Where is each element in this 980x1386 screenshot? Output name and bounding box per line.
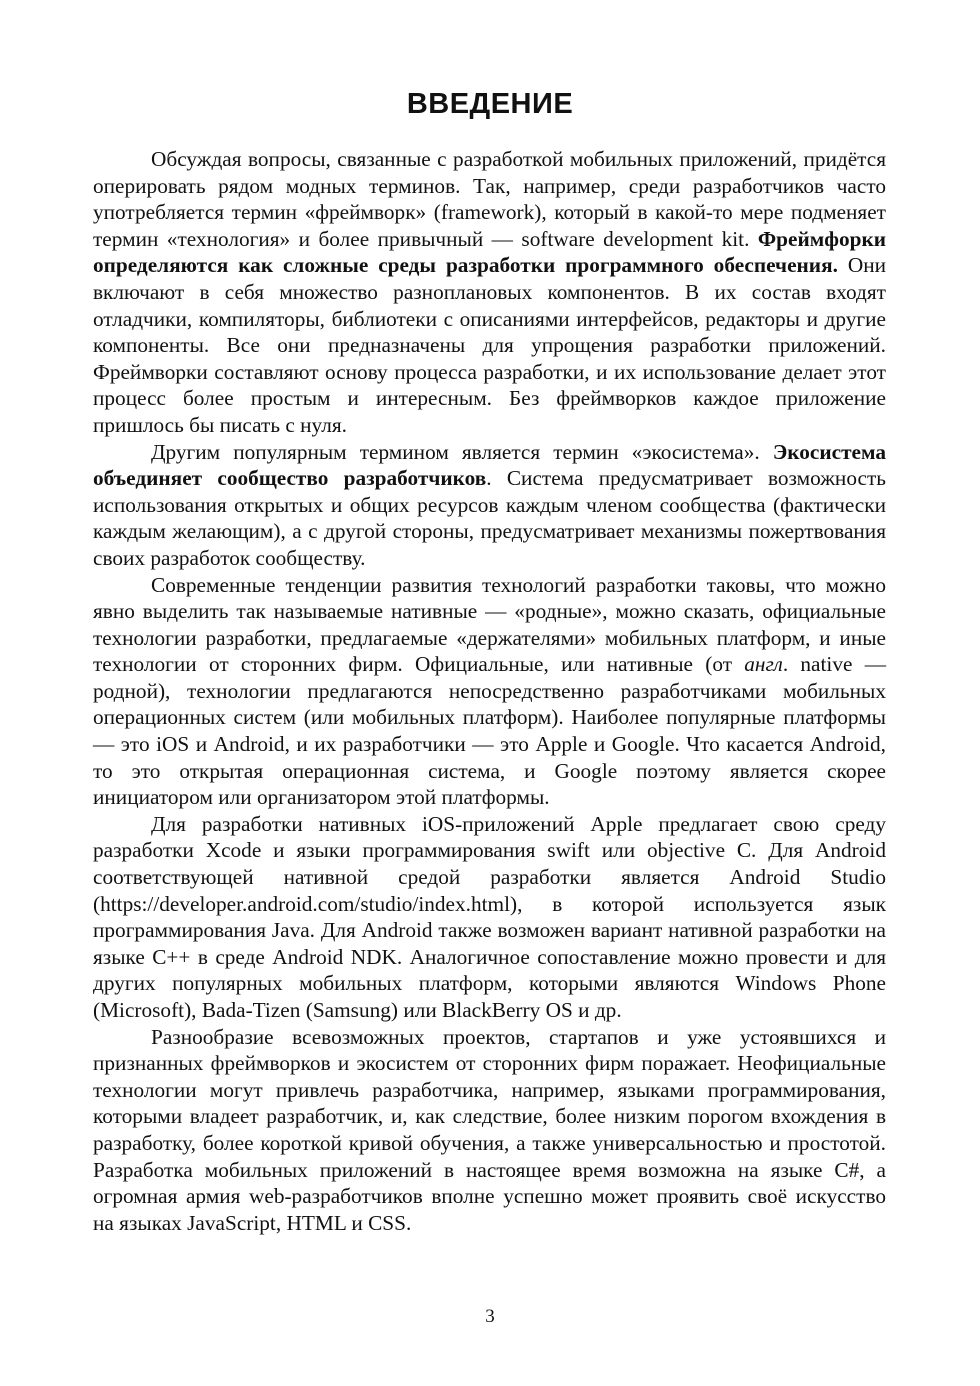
paragraph-text: Для разработки нативных iOS-приложений Apple предлагает свою среду разработки Xcode и языки программирования swift или objective C. Для Android соответствующей нативной средой разработки является Android Studio (https://developer.android.com/studio/index.html), в которой используется язык программирования Java. Для Android также возможен вариант нативной разработки на языке C++ в среде Android NDK. Аналогичное сопоставление можно провести и для других популярных мобильных платформ, которыми являются Windows Phone (Microsoft), Bada-Tizen (Samsung) или BlackBerry OS и др.: [93, 811, 886, 1022]
paragraph-ecosystem: [93, 439, 886, 572]
page-title: ВВЕДЕНИЕ: [406, 88, 574, 120]
paragraph-third-party: [93, 1024, 886, 1237]
paragraph-frameworks: [93, 146, 886, 439]
paragraph-text: Разнообразие всевозможных проектов, стартапов и уже устоявшихся и признанных фреймворков и экосистем от сторонних фирм поражает. Неофициальные технологии могут привлечь разработчика, например, языками программирования, которыми владеет разработчик, и, как следствие, более низким порогом вхождения в разработку, более короткой кривой обучения, а также универсальностью и простотой. Разработка мобильных приложений в настоящее время возможна на языке C#, а огромная армия web-разработчиков вполне успешно может проявить своё искусство на языках JavaScript, HTML и CSS.: [93, 1024, 886, 1235]
paragraph-text: . Система предусматривает возможность использования открытых и общих ресурсов каждым членом сообщества (фактически каждым желающим), а с другой стороны, предусматривает механизмы пожертвования своих разработок сообществу.: [93, 466, 886, 570]
bold-definition: Фреймфорки определяются как сложные среды разработки программного обеспечения.: [93, 226, 886, 278]
paragraph-text: Они включают в себя множество разноплановых компонентов. В их состав входят отладчики, компиляторы, библиотеки с описаниями интерфейсов, редакторы и другие компоненты. Все они предназначены для упрощения разработки приложений. Фреймворки составляют основу процесса разработки, и их использование делает этот процесс более простым и интересным. Без фреймворков каждое приложение пришлось бы писать с нуля.: [93, 253, 886, 437]
paragraph-native-technologies: [93, 572, 886, 811]
paragraph-text: . native — родной), технологии предлагаются непосредственно разработчиками мобильных операционных систем (или мобильных платформ). Наиболее популярные платформы — это iOS и Android, и их разработчики — это Apple и Google. Что касается Android, то это открытая операционная система, и Google поэтому является скорее инициатором или организатором этой платформы.: [93, 652, 886, 810]
paragraph-native-development: [93, 811, 886, 1024]
page-number: 3: [485, 1306, 495, 1327]
bold-definition: Экосистема объединяет сообщество разработчиков: [93, 439, 886, 491]
paragraph-text: Обсуждая вопросы, связанные с разработкой мобильных приложений, придётся оперировать рядом модных терминов. Так, например, среди разработчиков часто употребляется термин «фреймворк» (framework), который в какой-то мере подменяет термин «технология» и более привычный — software development kit.: [93, 147, 886, 251]
paragraph-text: Другим популярным термином является термин «экосистема».: [151, 439, 773, 464]
body-text: [93, 146, 886, 1236]
paragraph-text: Современные тенденции развития технологий разработки таковы, что можно явно выделить так называемые нативные — «родные», можно сказать, официальные технологии разработки, предлагаемые «держателями» мобильных платформ, и иные технологии от сторонних фирм. Официальные, или нативные (от: [93, 572, 886, 677]
italic-abbreviation: англ: [744, 652, 783, 677]
